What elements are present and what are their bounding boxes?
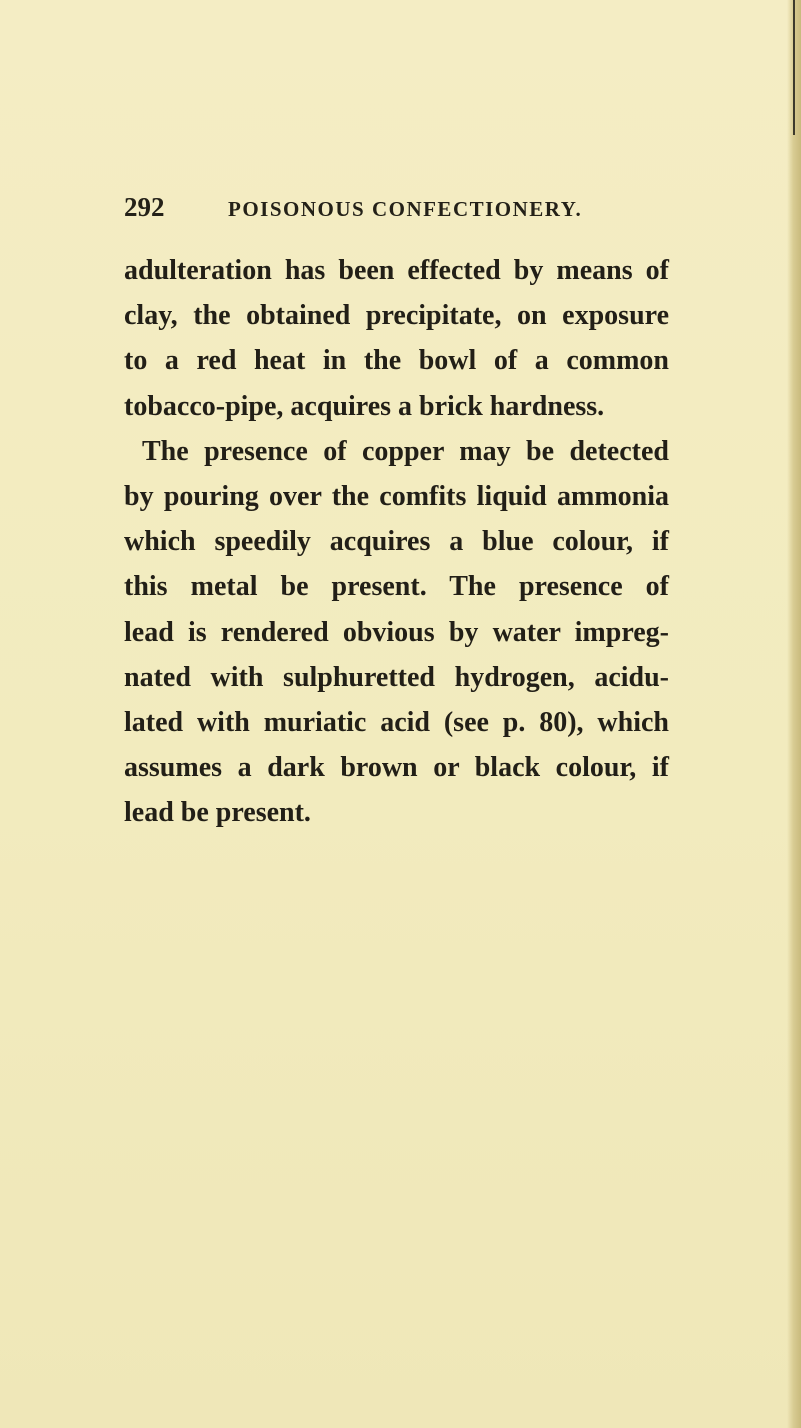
text-line-3: to a red heat in the bowl of a common (124, 345, 669, 377)
text-line-11: lated with muriatic acid (see p. 80), which (124, 706, 669, 738)
text-line-10: nated with sulphuretted hydrogen, acidu- (124, 661, 669, 693)
text-line-12: assumes a dark brown or black colour, if (124, 752, 669, 784)
body-text (124, 248, 669, 835)
text-line-6: by pouring over the comfits liquid ammonia (124, 480, 669, 512)
text-line-5: The presence of copper may be detected (142, 435, 669, 467)
text-line-1: adulteration has been effected by means of (124, 255, 669, 286)
text-line-8: this metal be present. The presence of (124, 571, 669, 603)
text-line-7: which speedily acquires a blue colour, if (124, 526, 669, 558)
page-number: 292 (124, 192, 165, 222)
text-line-4: tobacco-pipe, acquires a brick hardness. (124, 390, 605, 422)
page-header (124, 192, 684, 232)
text-line-13: lead be present. (124, 797, 311, 829)
running-head: POISONOUS CONFECTIONERY. (228, 197, 583, 221)
page-edge-line (793, 0, 795, 135)
text-line-9: lead is rendered obvious by water impreg- (124, 616, 669, 648)
text-line-2: clay, the obtained precipitate, on exposure (124, 300, 669, 332)
page-edge-shadow (787, 0, 801, 1428)
